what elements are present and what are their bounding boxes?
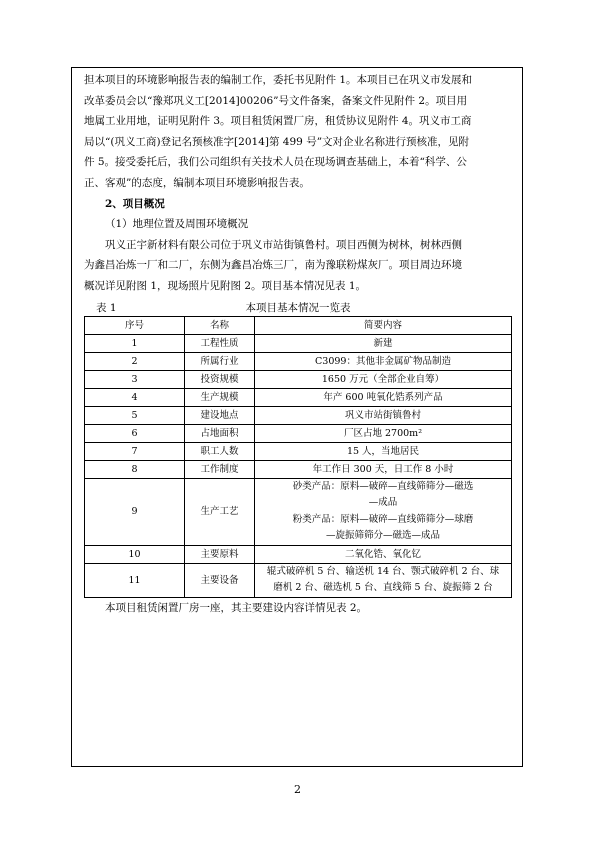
table-row (85, 563, 512, 597)
row-no: 1 (85, 334, 185, 352)
text-line: 概况详见附图 1，现场照片见附图 2。项目基本情况见表 1。 (84, 279, 367, 292)
row-content: 1650 万元（全部企业自筹） (255, 370, 512, 388)
equipment-line: 辊式破碎机 5 台、输送机 14 台、颚式破碎机 2 台、球 (266, 565, 500, 577)
row-name: 主要原料 (185, 545, 255, 563)
table-label: 表 1 (96, 301, 117, 314)
text-line: 件 5。接受委托后，我们公司组织有关技术人员在现场调查基础上，本着“科学、公 (84, 156, 467, 169)
intro-paragraph (84, 70, 512, 194)
row-name: 占地面积 (185, 424, 255, 442)
table-row (85, 424, 512, 442)
row-content: 15 人，当地居民 (255, 442, 512, 460)
process-line: 粉类产品：原料—破碎—直线筛筛分—球磨 (292, 513, 474, 525)
text-line: 担本项目的环境影响报告表的编制工作，委托书见附件 1。本项目已在巩义市发展和 (84, 74, 473, 86)
row-no: 3 (85, 370, 185, 388)
table-row (85, 478, 512, 545)
text-line: 巩义正宇新材料有限公司位于巩义市站街镇鲁村。项目西侧为树林，树林西侧 (105, 238, 462, 251)
equipment-line: 磨机 2 台、磁选机 5 台、直线筛 5 台、旋振筛 2 台 (273, 582, 493, 594)
text-line: 局以“(巩义工商)登记名预核准字[2014]第 499 号”文对企业名称进行预核准，见附 (84, 135, 470, 148)
table-title: 本项目基本情况一览表 (245, 301, 351, 314)
process-line: 砂类产品：原料—破碎—直线筛筛分—磁选 (292, 480, 474, 492)
row-content: 新建 (255, 334, 512, 352)
row-no: 10 (85, 545, 185, 563)
table-row (85, 334, 512, 352)
process-line: —成品 (368, 497, 398, 509)
row-no: 5 (85, 406, 185, 424)
row-name: 所属行业 (185, 352, 255, 370)
table-row (85, 442, 512, 460)
document-body (84, 70, 512, 618)
table-row (85, 545, 512, 563)
row-name: 生产工艺 (185, 478, 255, 545)
table-row (85, 370, 512, 388)
row-content: 巩义市站街镇鲁村 (255, 406, 512, 424)
subsection-heading: （1）地理位置及周围环境概况 (105, 218, 249, 231)
table-caption (84, 298, 512, 316)
row-name: 工作制度 (185, 460, 255, 478)
table-row (85, 388, 512, 406)
row-name: 主要设备 (185, 563, 255, 597)
table-row (85, 460, 512, 478)
row-content: 年产 600 吨氧化锆系列产品 (255, 388, 512, 406)
after-table-text: 本项目租赁闲置厂房一座，其主要建设内容详情见表 2。 (105, 601, 368, 614)
section-heading: 2、项目概况 (105, 197, 165, 210)
header-no: 序号 (85, 316, 185, 334)
table-row (85, 406, 512, 424)
row-no: 7 (85, 442, 185, 460)
row-content: 二氧化锆、氧化钇 (255, 545, 512, 563)
text-line: 地属工业用地，证明见附件 3。项目租赁闲置厂房，租赁协议见附件 4。巩义市工商 (84, 115, 472, 128)
header-content: 简要内容 (255, 316, 512, 334)
row-content: C3099：其他非金属矿物品制造 (255, 352, 512, 370)
row-no: 11 (85, 563, 185, 597)
header-name: 名称 (185, 316, 255, 334)
row-content: 年工作日 300 天，日工作 8 小时 (255, 460, 512, 478)
row-no: 4 (85, 388, 185, 406)
process-line: —旋振筛筛分—磁选—成品 (325, 530, 440, 542)
row-content (255, 478, 512, 545)
row-no: 8 (85, 460, 185, 478)
text-line: 为鑫昌冶炼一厂和二厂，东侧为鑫昌冶炼三厂，南为豫联粉煤灰厂。项目周边环境 (84, 259, 462, 272)
row-name: 生产规模 (185, 388, 255, 406)
project-info-table (84, 316, 512, 598)
row-content: 厂区占地 2700m² (255, 424, 512, 442)
table-header-row (85, 316, 512, 334)
location-paragraph (84, 235, 512, 297)
text-line: 改革委员会以“豫郑巩义工[2014]00206”号文件备案，备案文件见附件 2。项目用 (84, 94, 468, 107)
row-no: 6 (85, 424, 185, 442)
row-name: 工程性质 (185, 334, 255, 352)
row-no: 9 (85, 478, 185, 545)
row-content (255, 563, 512, 597)
table-row (85, 352, 512, 370)
row-name: 建设地点 (185, 406, 255, 424)
row-name: 职工人数 (185, 442, 255, 460)
row-no: 2 (85, 352, 185, 370)
text-line: 正、客观”的态度，编制本项目环境影响报告表。 (84, 176, 310, 189)
page-number: 2 (294, 783, 301, 796)
row-name: 投资规模 (185, 370, 255, 388)
